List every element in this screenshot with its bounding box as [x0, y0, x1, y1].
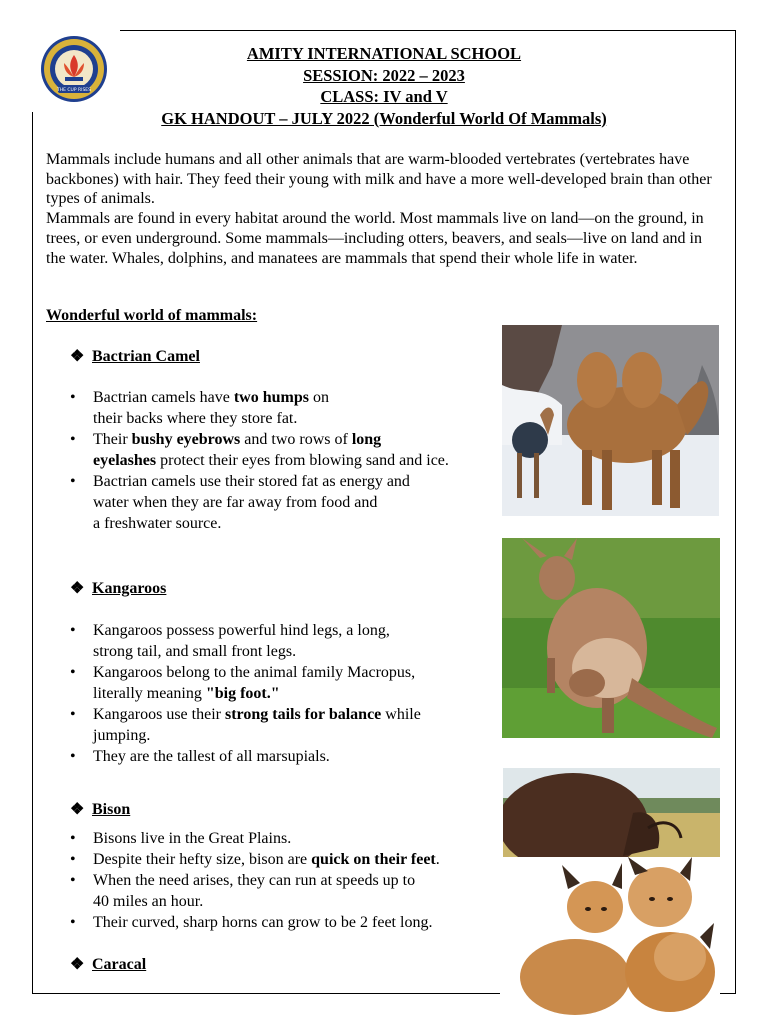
kangaroo-heading [70, 578, 166, 598]
list-item: • When the need arises, they can run at speeds up to 40 miles an hour. [70, 870, 490, 912]
diamond-bullet-icon: ❖ [70, 801, 85, 818]
bison-facts [70, 828, 490, 933]
section-heading: Wonderful world of mammals: [46, 307, 258, 324]
camel-heading [70, 346, 200, 366]
list-item: • Their bushy eyebrows and two rows of long eyelashes protect their eyes from blowing sand and ice. [70, 429, 470, 471]
bison-photo [503, 768, 720, 858]
camel-photo [502, 325, 719, 516]
list-item: • Bactrian camels use their stored fat as energy and water when they are far away from food and a freshwater source. [70, 471, 470, 534]
list-item: • They are the tallest of all marsupials. [70, 746, 470, 767]
caracal-photo [500, 857, 720, 1023]
intro-paragraph-1: Mammals include humans and all other animals that are warm-blooded vertebrates (vertebrates have backbones) with hair. They feed their young with milk and have a more well-developed brain than other types of animals. [46, 151, 712, 208]
handout-title: GK HANDOUT – JULY 2022 (Wonderful World Of Mammals) [161, 108, 607, 128]
camel-name: Bactrian Camel [92, 348, 200, 365]
diamond-bullet-icon: ❖ [70, 580, 85, 597]
class-line: CLASS: IV and V [320, 87, 448, 106]
school-name: AMITY INTERNATIONAL SCHOOL [246, 44, 522, 63]
kangaroo-name: Kangaroos [92, 580, 167, 597]
list-item: • Kangaroos use their strong tails for balance while jumping. [70, 704, 470, 746]
diamond-bullet-icon: ❖ [70, 956, 85, 973]
caracal-name: Caracal [92, 956, 147, 973]
list-item: • Their curved, sharp horns can grow to be 2 feet long. [70, 912, 490, 933]
camel-facts [70, 387, 470, 534]
list-item: • Kangaroos belong to the animal family Macropus, literally meaning "big foot." [70, 662, 470, 704]
document-header [0, 43, 768, 129]
list-item: • Kangaroos possess powerful hind legs, a long, strong tail, and small front legs. [70, 620, 470, 662]
caracal-heading [70, 954, 146, 974]
list-item: • Despite their hefty size, bison are quick on their feet. [70, 849, 490, 870]
intro-paragraph-2: Mammals are found in every habitat around the world. Most mammals live on land—on the ground, in trees, or even underground. Some mammals—including otters, beavers, and seals—live on land and in the water. Whales, dolphins, and manatees are mammals that spend their whole life in water. [46, 210, 704, 267]
logo-motto: THE CUP RISES [57, 88, 91, 93]
list-item: • Bactrian camels have two humps on their backs where they store fat. [70, 387, 470, 429]
diamond-bullet-icon: ❖ [70, 348, 85, 365]
kangaroo-photo [502, 538, 720, 738]
session-line: SESSION: 2022 – 2023 [303, 65, 465, 85]
bison-name: Bison [92, 801, 131, 818]
list-item: • Bisons live in the Great Plains. [70, 828, 490, 849]
bison-heading [70, 799, 130, 819]
kangaroo-facts [70, 620, 470, 767]
intro-text [46, 150, 722, 268]
